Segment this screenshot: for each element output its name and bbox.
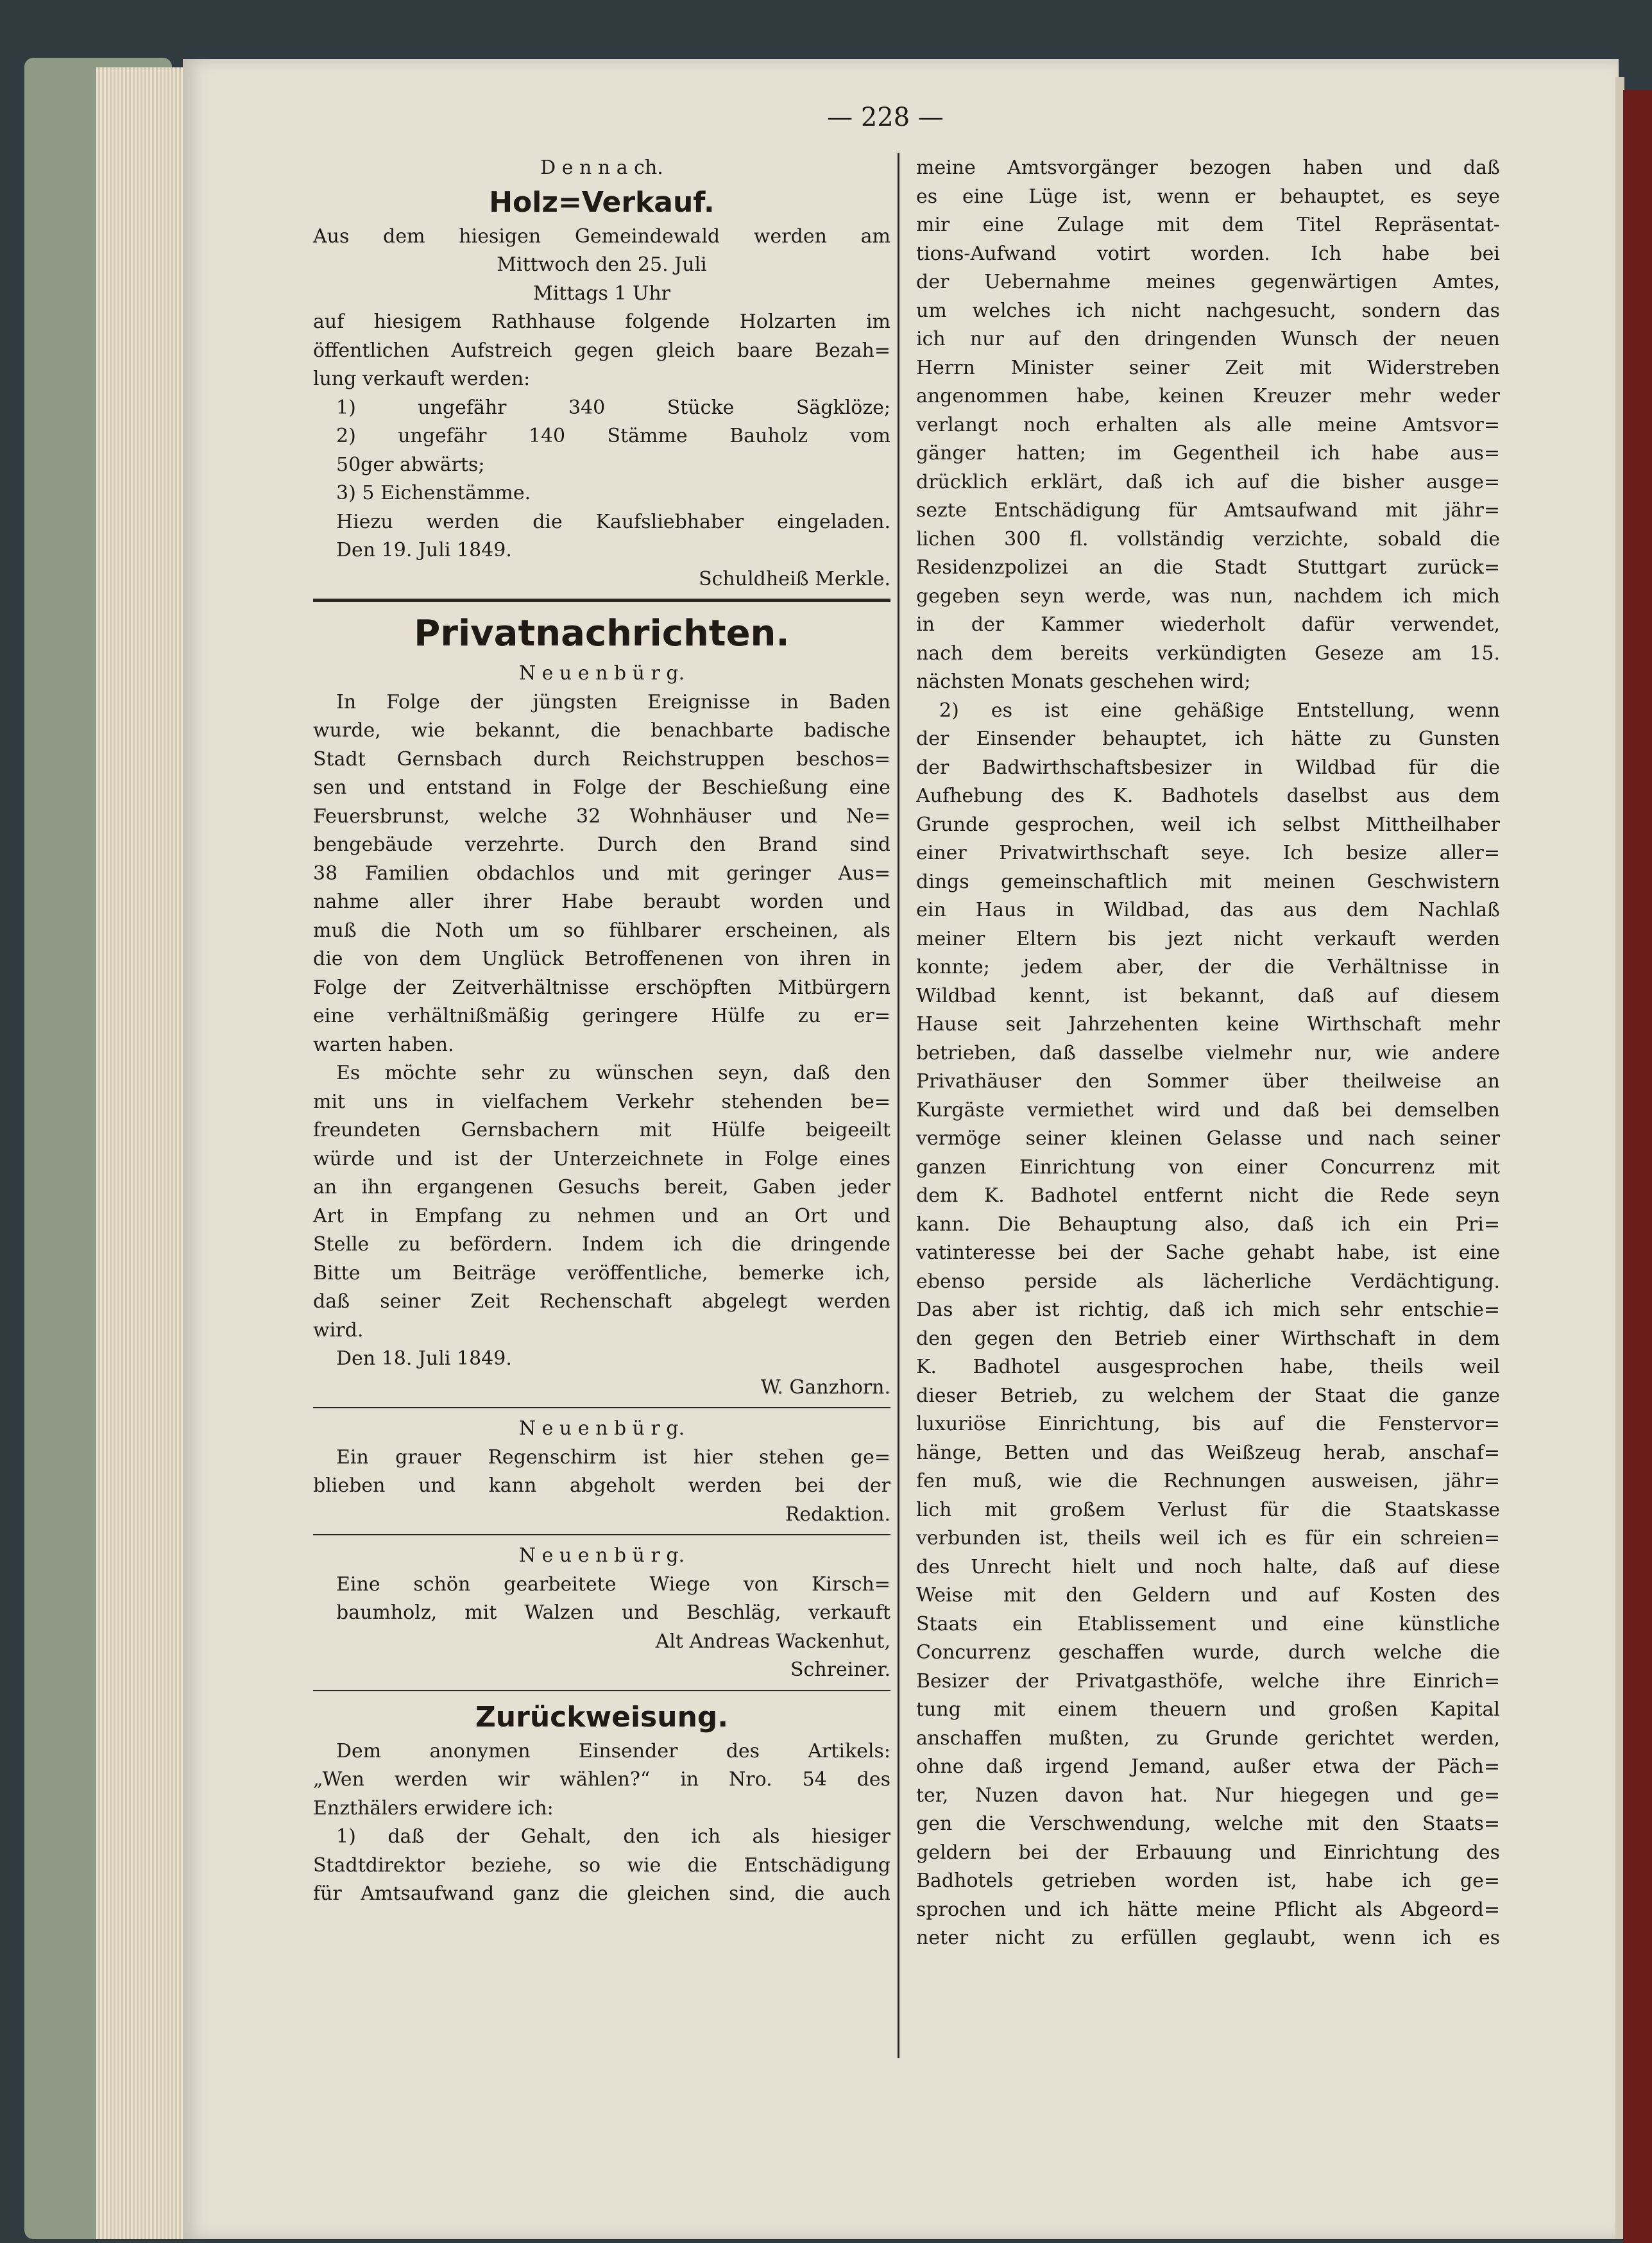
text-line: lichen 300 fl. vollständig verzichte, sobald die	[916, 527, 1500, 550]
text-line: gen die Verschwendung, welche mit den Staats=	[916, 1812, 1500, 1835]
text-line: fen muß, wie die Rechnungen ausweisen, jähr=	[916, 1470, 1500, 1492]
text-line: Badhotels getrieben worden ist, habe ich ge=	[916, 1870, 1500, 1892]
section-rule	[313, 1407, 890, 1408]
text-line: öffentlichen Aufstreich gegen gleich baare Bezah=	[313, 339, 890, 362]
right-column	[916, 154, 1500, 1953]
text-line: dem K. Badhotel entfernt nicht die Rede seyn	[916, 1184, 1500, 1207]
text-line: Stadt Gernsbach durch Reichstruppen beschos=	[313, 747, 890, 771]
text-line: ganzen Einrichtung von einer Concurrenz mit	[916, 1156, 1500, 1179]
text-line: würde und ist der Unterzeichnete in Folge eines	[313, 1147, 890, 1170]
text-line: Grunde gesprochen, weil ich selbst Mittheilhaber	[916, 813, 1500, 836]
text-line: daß seiner Zeit Rechenschaft abgelegt werden	[313, 1290, 890, 1313]
text-line: für Amtsaufwand ganz die gleichen sind, die auch	[313, 1882, 890, 1905]
text-line: ebenso perside als lächerliche Verdächtigung.	[916, 1270, 1500, 1293]
text-line: eine verhältnißmäßig geringere Hülfe zu er=	[313, 1005, 890, 1027]
text-line: vermöge seiner kleinen Gelasse und nach seiner	[916, 1127, 1500, 1150]
text-line: 2) es ist eine gehäßige Entstellung, wenn	[939, 699, 1500, 722]
text-line: Residenzpolizei an die Stadt Stuttgart zurück=	[916, 556, 1500, 579]
text-line: neter nicht zu erfüllen geglaubt, wenn ich es	[916, 1927, 1500, 1949]
text-line: des Unrecht hielt und noch halte, daß auf diese	[916, 1555, 1500, 1578]
centered-line: N e u e n b ü r g.	[518, 1544, 685, 1567]
text-line: nach dem bereits verkündigten Geseze am 15.	[916, 642, 1500, 665]
text-line: Aufhebung des K. Badhotels daselbst aus dem	[916, 785, 1500, 807]
text-line: Aus dem hiesigen Gemeindewald werden am	[313, 225, 890, 248]
text-line: mir eine Zulage mit dem Titel Repräsentat-	[916, 214, 1500, 236]
section-rule	[313, 1690, 890, 1691]
text-line: tung mit einem theuern und großen Kapital	[916, 1698, 1500, 1721]
text-line: einer Privatwirthschaft seye. Ich besize aller=	[916, 842, 1500, 864]
text-line: 50ger abwärts;	[336, 453, 485, 476]
text-line: angenommen habe, keinen Kreuzer mehr weder	[916, 385, 1500, 407]
text-line: Stadtdirektor beziehe, so wie die Entschädigung	[313, 1854, 890, 1877]
text-line: 1) daß der Gehalt, den ich als hiesiger	[336, 1825, 890, 1848]
text-line: um welches ich nicht nachgesucht, sondern das	[916, 299, 1500, 322]
text-line: „Wen werden wir wählen?“ in Nro. 54 des	[313, 1768, 890, 1791]
text-line: wird.	[313, 1318, 364, 1342]
facing-page-binding	[1623, 90, 1652, 2243]
text-line: freundeten Gernsbachern mit Hülfe beigeeilt	[313, 1119, 890, 1141]
text-line: Folge der Zeitverhältnisse erschöpften Mitbürgern	[313, 976, 890, 999]
text-line: den gegen den Betrieb einer Wirthschaft in dem	[916, 1327, 1500, 1350]
text-line: Herrn Minister seiner Zeit mit Widerstreben	[916, 356, 1500, 379]
text-line: 2) ungefähr 140 Stämme Bauholz vom	[336, 425, 890, 447]
text-line: 38 Familien obdachlos und mit geringer Aus=	[313, 862, 890, 885]
text-line: vatinteresse bei der Sache gehabt habe, ist eine	[916, 1241, 1500, 1264]
centered-line: Mittags 1 Uhr	[532, 282, 670, 305]
text-line: drücklich erklärt, daß ich auf die bisher ausge=	[916, 470, 1500, 493]
text-line: die von dem Unglück Betroffenenen von ihren in	[313, 948, 890, 970]
text-line: ich nur auf den dringenden Wunsch der neuen	[916, 328, 1500, 350]
text-line: baumholz, mit Walzen und Beschläg, verkauft	[336, 1601, 890, 1624]
text-line: muß die Noth um so fühlbarer erscheinen, als	[313, 919, 890, 942]
section-heading: Zurückweisung.	[475, 1700, 729, 1734]
text-line: Weise mit den Geldern und auf Kosten des	[916, 1584, 1500, 1607]
text-line: meiner Eltern bis jezt nicht verkauft werden	[916, 927, 1500, 950]
signature-line: Schreiner.	[790, 1659, 890, 1681]
text-line: Stelle zu befördern. Indem ich die dringende	[313, 1233, 890, 1256]
text-line: dieser Betrieb, zu welchem der Staat die ganze	[916, 1384, 1500, 1407]
text-line: Enzthälers erwidere ich:	[313, 1796, 554, 1820]
centered-line: N e u e n b ü r g.	[518, 662, 685, 685]
text-line: der Einsender behauptet, ich hätte zu Gunsten	[916, 728, 1500, 750]
text-line: luxuriöse Einrichtung, bis auf die Fenstervor=	[916, 1413, 1500, 1435]
text-line: nahme aller ihrer Habe beraubt worden und	[313, 891, 890, 913]
text-line: betrieben, daß dasselbe vielmehr nur, wie andere	[916, 1041, 1500, 1064]
text-line: Es möchte sehr zu wünschen seyn, daß den	[336, 1062, 890, 1084]
text-line: warten haben.	[313, 1033, 454, 1056]
text-line: geldern bei der Erbauung und Einrichtung des	[916, 1841, 1500, 1864]
section-heading: Privatnachrichten.	[414, 613, 790, 654]
text-line: Wildbad kennt, ist bekannt, daß auf diesem	[916, 984, 1500, 1007]
centered-line: Mittwoch den 25. Juli	[497, 253, 707, 276]
signature-line: Alt Andreas Wackenhut,	[655, 1630, 890, 1653]
text-line: nächsten Monats geschehen wird;	[916, 670, 1251, 693]
text-line: ohne daß irgend Jemand, außer etwa der Päch=	[916, 1755, 1500, 1778]
left-column	[313, 154, 890, 1909]
text-line: ein Haus in Wildbad, das aus dem Nachlaß	[916, 899, 1500, 921]
text-line: 1) ungefähr 340 Stücke Sägklöze;	[336, 396, 890, 419]
text-line: Ein grauer Regenschirm ist hier stehen ge=	[336, 1446, 890, 1469]
text-line: sprochen und ich hätte meine Pflicht als Abgeord=	[916, 1898, 1500, 1921]
text-line: gänger hatten; im Gegentheil ich habe aus=	[916, 442, 1500, 465]
text-line: in der Kammer wiederholt dafür verwendet,	[916, 613, 1500, 636]
text-line: In Folge der jüngsten Ereignisse in Baden	[336, 690, 890, 713]
text-line: gegeben seyn werde, was nun, nachdem ich mich	[916, 584, 1500, 608]
text-line: bengebäude verzehrte. Durch den Brand sind	[313, 833, 890, 856]
text-line: 3) 5 Eichenstämme.	[336, 482, 531, 504]
signature-line: Redaktion.	[785, 1503, 890, 1526]
text-line: Dem anonymen Einsender des Artikels:	[336, 1739, 890, 1762]
text-line: Privathäuser den Sommer über theilweise an	[916, 1070, 1500, 1093]
text-line: sezte Entschädigung für Amtsaufwand mit jähr=	[916, 499, 1500, 522]
text-line: verlangt noch erhalten als alle meine Amtsvor=	[916, 413, 1500, 436]
text-line: lich mit großem Verlust für die Staatskasse	[916, 1498, 1500, 1521]
text-line: Hiezu werden die Kaufsliebhaber eingeladen.	[336, 510, 890, 533]
text-line: Besizer der Privatgasthöfe, welche ihre Einrich=	[916, 1669, 1500, 1693]
text-line: K. Badhotel ausgesprochen habe, theils weil	[916, 1356, 1500, 1378]
centered-line: N e u e n b ü r g.	[518, 1417, 685, 1440]
text-line: lung verkauft werden:	[313, 368, 531, 390]
text-line: mit uns in vielfachem Verkehr stehenden be=	[313, 1090, 890, 1113]
section-rule	[313, 599, 890, 602]
text-line: blieben und kann abgeholt werden bei der	[313, 1474, 890, 1497]
text-line: verbunden ist, theils weil ich es für ein schreien=	[916, 1527, 1500, 1549]
text-line: der Badwirthschaftsbesizer in Wildbad für die	[916, 756, 1500, 779]
text-line: Hause seit Jahrzehenten keine Wirthschaft mehr	[916, 1013, 1500, 1036]
text-line: Staats ein Etablissement und eine künstliche	[916, 1612, 1500, 1635]
text-line: Den 19. Juli 1849.	[336, 539, 512, 561]
signature-line: W. Ganzhorn.	[760, 1376, 890, 1399]
text-line: Kurgäste vermiethet wird und daß bei demselben	[916, 1098, 1500, 1122]
text-line: auf hiesigem Rathhause folgende Holzarten im	[313, 311, 890, 333]
text-line: der Uebernahme meines gegenwärtigen Amtes,	[916, 271, 1500, 293]
text-line: ter, Nuzen davon hat. Nur hiegegen und ge=	[916, 1784, 1500, 1807]
column-divider	[898, 153, 899, 2058]
page-number: — 228 —	[827, 103, 944, 132]
text-line: Bitte um Beiträge veröffentliche, bemerke ich,	[313, 1261, 890, 1284]
text-line: sen und entstand in Folge der Beschießung eine	[313, 776, 890, 799]
text-line: Eine schön gearbeitete Wiege von Kirsch=	[336, 1573, 890, 1596]
text-line: tions-Aufwand votirt worden. Ich habe bei	[916, 242, 1500, 265]
text-line: anschaffen mußten, zu Grunde gerichtet werden,	[916, 1727, 1500, 1750]
text-line: Art in Empfang zu nehmen und an Ort und	[313, 1204, 890, 1227]
section-rule	[313, 1534, 890, 1535]
text-line: Feuersbrunst, welche 32 Wohnhäuser und Ne=	[313, 805, 890, 828]
text-line: dings gemeinschaftlich mit meinen Geschwistern	[916, 870, 1500, 893]
signature-line: Schuldheiß Merkle.	[699, 567, 890, 590]
text-line: meine Amtsvorgänger bezogen haben und daß	[916, 157, 1500, 179]
text-line: wurde, wie bekannt, die benachbarte badische	[313, 719, 890, 742]
text-line: Den 18. Juli 1849.	[336, 1347, 512, 1370]
centered-line: D e n n a ch.	[540, 157, 663, 179]
text-line: an ihn ergangenen Gesuchs bereit, Gaben jeder	[313, 1176, 890, 1198]
text-line: hänge, Betten und das Weißzeug herab, anschaf=	[916, 1441, 1500, 1464]
text-line: Concurrenz geschaffen wurde, durch welche die	[916, 1641, 1500, 1664]
section-heading: Holz=Verkauf.	[489, 185, 715, 219]
text-line: konnte; jedem aber, der die Verhältnisse in	[916, 956, 1500, 978]
text-line: Das aber ist richtig, daß ich mich sehr entschie=	[916, 1299, 1500, 1321]
text-line: es eine Lüge ist, wenn er behauptet, es seye	[916, 185, 1500, 208]
text-line: kann. Die Behauptung also, daß ich ein Pri=	[916, 1213, 1500, 1236]
